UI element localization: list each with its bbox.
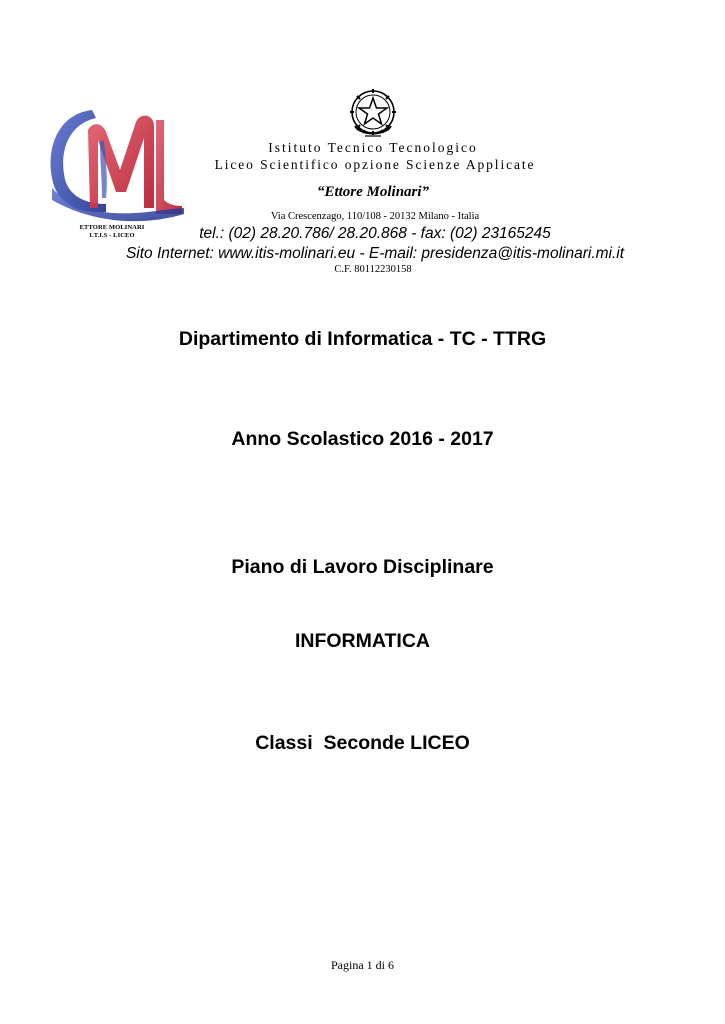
- department-heading: Dipartimento di Informatica - TC - TTRG: [178, 328, 547, 350]
- logo-caption: [62, 224, 162, 239]
- logo-caption-name: ETTORE MOLINARI: [79, 224, 145, 231]
- school-name: “Ettore Molinari”: [316, 184, 430, 200]
- republic-emblem-icon: [347, 86, 399, 140]
- subject-heading: INFORMATICA: [294, 630, 431, 652]
- phone-fax-line: tel.: (02) 28.20.786/ 28.20.868 - fax: (02) 23165245: [199, 225, 551, 242]
- institute-liceo-line: Liceo Scientifico opzione Scienze Applicate: [214, 157, 536, 172]
- fiscal-code: C.F. 80112230158: [334, 264, 412, 275]
- school-address: Via Crescenzago, 110/108 - 20132 Milano - Italia: [270, 211, 480, 222]
- document-type-heading: Piano di Lavoro Disciplinare: [231, 556, 494, 578]
- website-email-line: Sito Internet: www.itis-molinari.eu - E-mail: presidenza@itis-molinari.mi.it: [125, 245, 625, 262]
- logo-caption-type: I.T.I.S - LICEO: [89, 231, 135, 239]
- page-number: Pagina 1 di 6: [331, 958, 394, 972]
- school-year-heading: Anno Scolastico 2016 - 2017: [231, 428, 494, 450]
- institute-type-line: Istituto Tecnico Tecnologico: [268, 140, 478, 155]
- classes-heading: Classi Seconde LICEO: [255, 732, 470, 754]
